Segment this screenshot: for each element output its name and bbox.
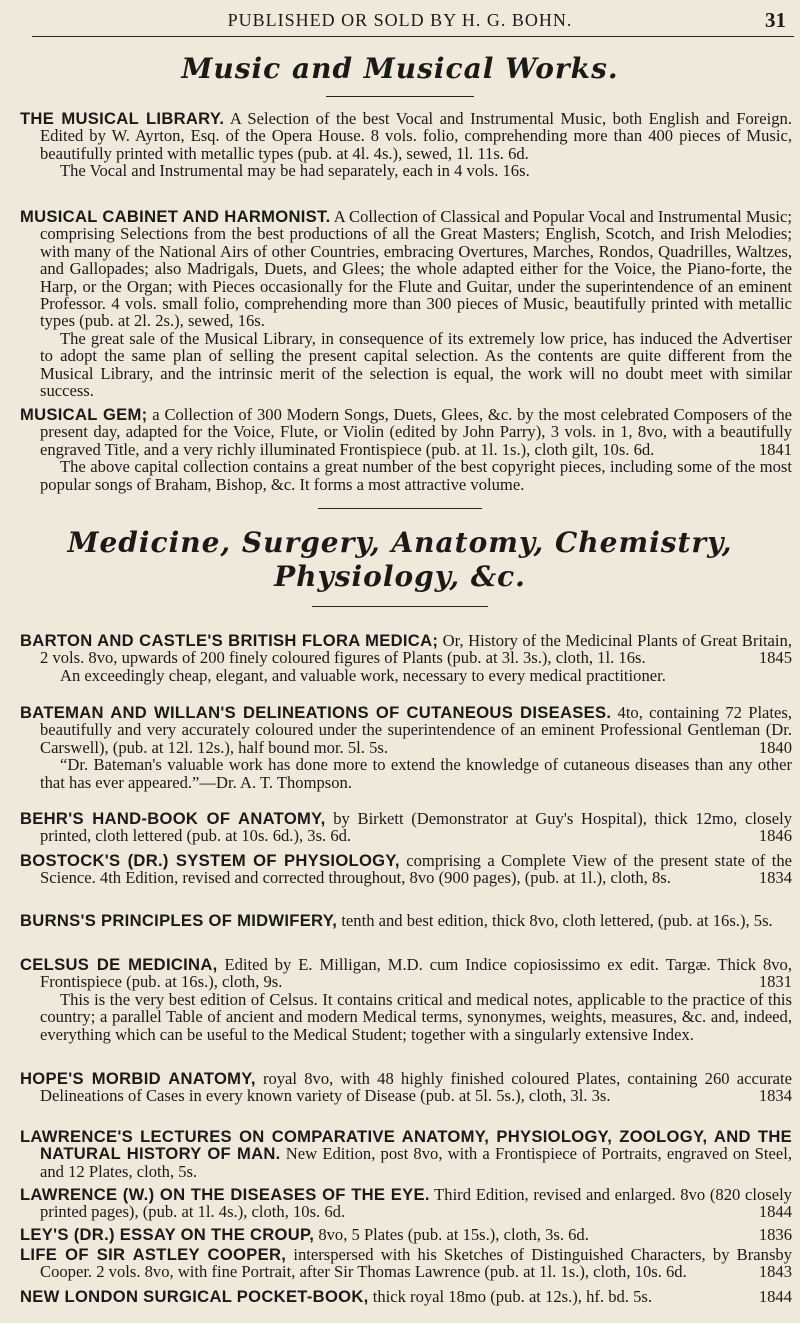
entry-cooper (20, 1246, 792, 1281)
entry-title: BEHR'S HAND-BOOK OF ANATOMY, (20, 809, 326, 828)
entry-musical-cabinet (20, 208, 792, 399)
entry-body: comprising a Complete View of the present state of the Science. 4th Edition, revised and corrected throughout, 8vo (900 pages), (pub. at 1l.), cloth, 8s. (40, 851, 792, 888)
entry-barton (20, 632, 792, 684)
entry-title: LEY'S (DR.) ESSAY ON THE CROUP, (20, 1225, 315, 1244)
entry-title: CELSUS DE MEDICINA, (20, 955, 218, 974)
entry-date: 1845 (758, 648, 792, 668)
entry-body: New Edition, post 8vo, with a Frontispiece of Portraits, engraved on Steel, and 12 Plates, cloth, 5s. (40, 1144, 793, 1181)
entry-body: Edited by E. Milligan, M.D. cum Indice copiosissimo ex edit. Targæ. Thick 8vo, Frontispiece (pub. at 16s.), cloth, 9s. (40, 955, 793, 992)
running-head (0, 4, 800, 38)
entry-title: BURNS'S PRINCIPLES OF MIDWIFERY, (20, 911, 338, 930)
section-heading-medicine-line2: Physiology, &c. (274, 560, 526, 593)
entry-title: BOSTOCK'S (DR.) SYSTEM OF PHYSIOLOGY, (20, 851, 400, 870)
entry-title: HOPE'S MORBID ANATOMY, (20, 1069, 256, 1088)
entry-date: 1844 (758, 1287, 792, 1306)
entry-date: 1844 (758, 1202, 792, 1222)
entry-title: LAWRENCE'S LECTURES ON COMPARATIVE ANATOMY, PHYSIOLOGY, ZOOLOGY, AND THE NATURAL HISTORY OF MAN. (20, 1127, 792, 1164)
entry-title: THE MUSICAL LIBRARY. (20, 109, 225, 128)
entry-date: 1843 (758, 1262, 792, 1282)
entry-note: The above capital collection contains a great number of the best copyright pieces, including some of the most popular songs of Braham, Bishop, &c. It forms a most attractive volume. (40, 457, 792, 494)
entry-note: “Dr. Bateman's valuable work has done more to extend the knowledge of cutaneous diseases than any other that has ever appeared.”—Dr. A. T. Thompson. (40, 755, 792, 792)
entry-musical-gem (20, 406, 792, 493)
section-rule (326, 96, 474, 97)
entry-note: An exceedingly cheap, elegant, and valuable work, necessary to every medical practitioner. (60, 665, 666, 685)
entry-bateman (20, 704, 792, 791)
entry-body: 8vo, 5 Plates (pub. at 15s.), cloth, 3s. 6d. (314, 1225, 589, 1244)
entry-title: BATEMAN AND WILLAN'S DELINEATIONS OF CUTANEOUS DISEASES. (20, 703, 612, 722)
section-rule (318, 508, 482, 509)
section-heading-medicine: Medicine, Surgery, Anatomy, Chemistry, (67, 526, 733, 559)
entry-burns (20, 912, 792, 929)
entry-date: 1836 (758, 1225, 792, 1244)
entry-title: BARTON AND CASTLE'S BRITISH FLORA MEDICA; (20, 631, 439, 650)
entry-date: 1834 (758, 868, 792, 888)
entry-pocket-book (20, 1288, 792, 1305)
section-heading-music: Music and Musical Works. (181, 52, 619, 85)
entry-ley (20, 1226, 792, 1243)
entry-body: A Selection of the best Vocal and Instrumental Music, both English and Foreign. Edited by W. Ayrton, Esq. of the Opera House. 8 vols. folio, comprehending more than 400 pieces of Music, beautifully printed with metallic types (pub. at 4l. 4s.), sewed, 1l. 11s. 6d. (40, 109, 792, 163)
entry-note: The great sale of the Musical Library, in consequence of its extremely low price, has induced the Advertiser to adopt the same plan of selling the present capital selection. As the contents are quite different from the Musical Library, and the intrinsic merit of the selection is equal, the work will no doubt meet with similar success. (40, 328, 792, 401)
entry-date: 1846 (758, 826, 792, 846)
entry-title: LIFE OF SIR ASTLEY COOPER, (20, 1245, 287, 1264)
entry-note: This is the very best edition of Celsus. It contains critical and medical notes, applicable to the practice of this country; a parallel Table of ancient and modern Medical terms, synonymes, weights, measures, &c. and, indeed, everything which can be useful to the Medical Student; together with a singularly extensive Index. (40, 989, 792, 1044)
entry-bostock (20, 852, 792, 887)
entry-date: 1840 (758, 737, 792, 757)
entry-note: The Vocal and Instrumental may be had separately, each in 4 vols. 16s. (60, 161, 530, 181)
entry-date: 1834 (758, 1086, 792, 1106)
entry-body: Third Edition, revised and enlarged. 8vo (820 closely printed pages), (pub. at 1l. 4s.), cloth, 10s. 6d. (40, 1185, 792, 1222)
entry-title: LAWRENCE (W.) ON THE DISEASES OF THE EYE. (20, 1185, 430, 1204)
entry-title: MUSICAL GEM; (20, 405, 148, 424)
entry-lawrence-lectures (20, 1128, 792, 1180)
entry-body: A Collection of Classical and Popular Vocal and Instrumental Music; comprising Selections from the best productions of all the Great Masters; English, Scotch, and Irish Melodies; with many of the National Airs of other Countries, embracing Overtures, Marches, Rondos, Quadrilles, Waltzes, and Gallopades; also Madrigals, Duets, and Glees; the whole adapted either for the Voice, the Piano-forte, the Harp, or the Organ; with Pieces occasionally for the Flute and Guitar, under the superintendence of an eminent Professor. 4 vols. small folio, comprehending more than 300 pieces of Music, beautifully printed with metallic types (pub. at 2l. 2s.), sewed, 16s. (40, 207, 793, 331)
entry-body: royal 8vo, with 48 highly finished coloured Plates, containing 260 accurate Delineations of Cases in every known variety of Disease (pub. at 5l. 5s.), cloth, 3l. 3s. (40, 1069, 792, 1106)
section-rule (312, 606, 488, 607)
entry-body: 4to, containing 72 Plates, beautifully and very accurately coloured under the superintendence of an eminent Professional Gentleman (Dr. Carswell), (pub. at 12l. 12s.), half bound mor. 5l. 5s. (40, 703, 792, 757)
entry-date: 1841 (758, 439, 792, 459)
entry-behr (20, 810, 792, 845)
entry-body: thick royal 18mo (pub. at 12s.), hf. bd. 5s. (368, 1287, 653, 1306)
entry-body: interspersed with his Sketches of Distinguished Characters, by Bransby Cooper. 2 vols. 8vo, with fine Portrait, after Sir Thomas Lawrence (pub. at 1l. 1s.), cloth, 10s. 6d. (40, 1245, 792, 1282)
entry-body: a Collection of 300 Modern Songs, Duets, Glees, &c. by the most celebrated Composers of the present day, adapted for the Voice, Flute, or Violin (edited by John Parry), 3 vols. in 1, 8vo, with a beautifully engraved Title, and a very richly illuminated Frontispiece (pub. at 1l. 1s.), cloth gilt, 10s. 6d. (40, 405, 792, 459)
entry-musical-library (20, 110, 792, 180)
entry-hope (20, 1070, 792, 1105)
entry-body: by Birkett (Demonstrator at Guy's Hospital), thick 12mo, closely printed, cloth lettered (pub. at 10s. 6d.), 3s. 6d. (40, 809, 792, 846)
entry-body: Or, History of the Medicinal Plants of Great Britain, 2 vols. 8vo, upwards of 200 finely coloured figures of Plants (pub. at 3l. 3s.), cloth, 1l. 16s. (40, 631, 792, 668)
entry-body: tenth and best edition, thick 8vo, cloth lettered, (pub. at 16s.), 5s. (337, 911, 773, 930)
header-rule (32, 36, 794, 37)
entry-date: 1831 (758, 972, 792, 992)
entry-lawrence-eye (20, 1186, 792, 1221)
page-number: 31 (765, 8, 786, 32)
running-head-title: PUBLISHED OR SOLD BY H. G. BOHN. (227, 10, 573, 30)
entry-title: MUSICAL CABINET AND HARMONIST. (20, 207, 331, 226)
entry-celsus (20, 956, 792, 1043)
entry-title: NEW LONDON SURGICAL POCKET-BOOK, (20, 1287, 369, 1306)
